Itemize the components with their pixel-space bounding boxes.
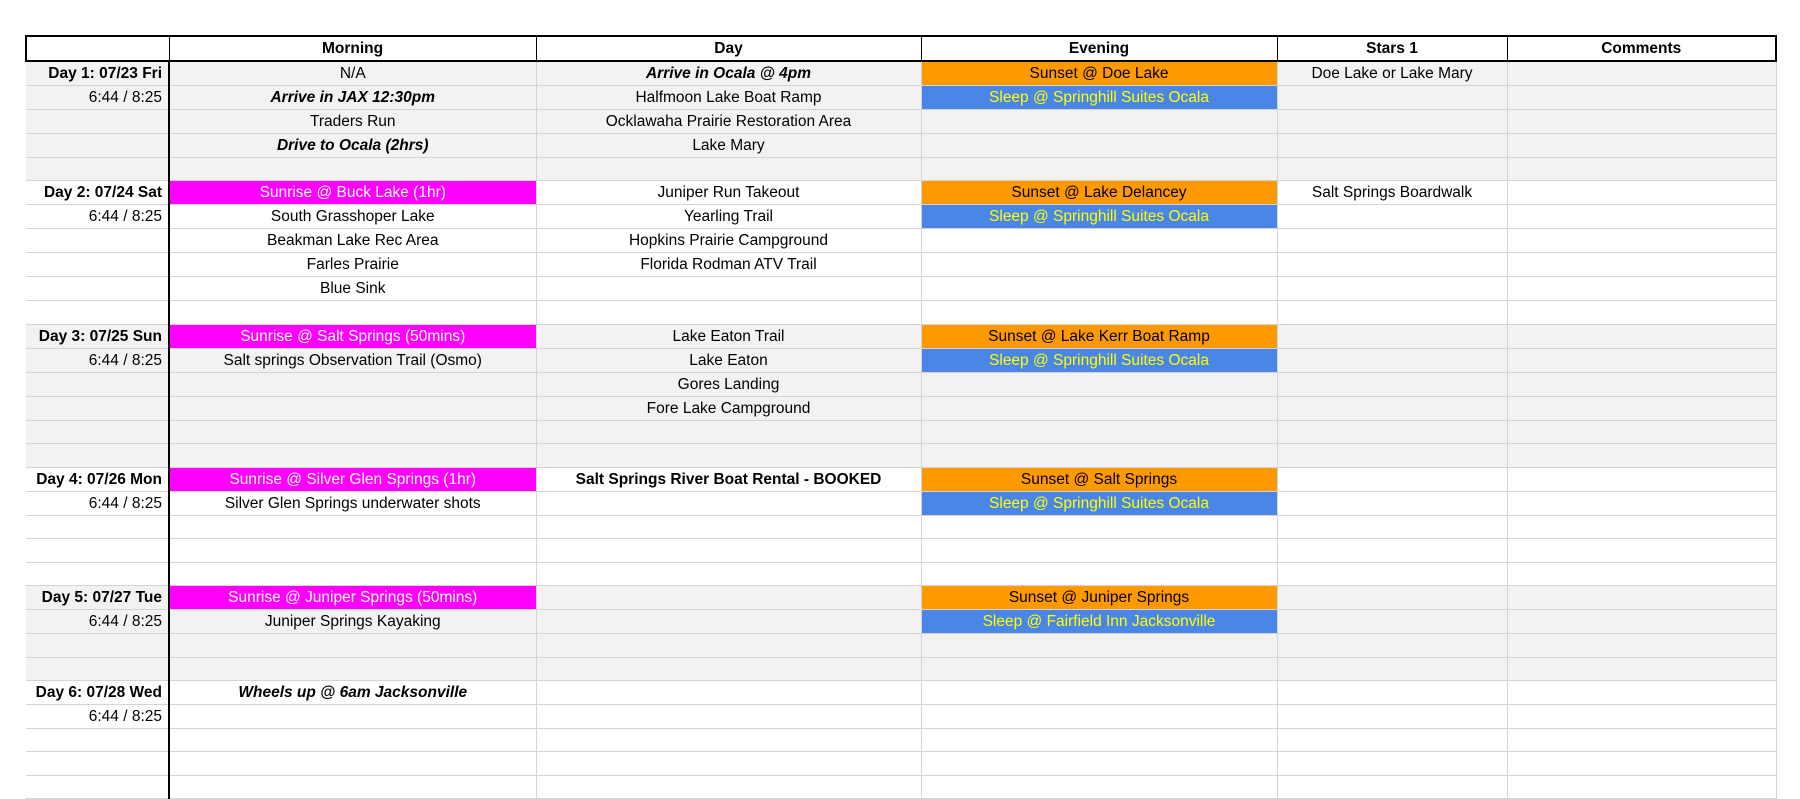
table-row (26, 348, 1776, 372)
stars-cell[interactable] (1277, 728, 1507, 751)
day-cell[interactable]: 6:44 / 8:25 (26, 491, 169, 515)
day-cell[interactable] (26, 657, 169, 680)
day-cell[interactable] (26, 444, 169, 467)
day-activity-cell[interactable]: Yearling Trail (536, 205, 921, 229)
comments-cell[interactable] (1507, 86, 1776, 110)
comments-cell[interactable] (1507, 610, 1776, 634)
evening-cell[interactable] (921, 728, 1277, 751)
comments-cell[interactable] (1507, 515, 1776, 538)
evening-cell[interactable] (921, 277, 1277, 301)
evening-cell[interactable] (921, 562, 1277, 585)
table-row (26, 775, 1776, 798)
evening-cell[interactable]: Sunset @ Doe Lake (921, 61, 1277, 86)
comments-cell[interactable] (1507, 467, 1776, 491)
table-row (26, 610, 1776, 634)
day-cell[interactable] (26, 301, 169, 324)
morning-cell[interactable] (169, 539, 536, 562)
stars-cell[interactable] (1277, 158, 1507, 181)
comments-cell[interactable] (1507, 704, 1776, 728)
table-row (26, 444, 1776, 467)
day-cell[interactable]: Day 5: 07/27 Tue (26, 586, 169, 610)
day-activity-cell[interactable] (536, 680, 921, 704)
stars-cell[interactable] (1277, 348, 1507, 372)
day-cell[interactable] (26, 728, 169, 751)
table-row (26, 728, 1776, 751)
header-cell-day-activities[interactable]: Day (536, 36, 921, 61)
table-row (26, 181, 1776, 205)
day-activity-cell[interactable]: Lake Eaton Trail (536, 324, 921, 348)
comments-cell[interactable] (1507, 229, 1776, 253)
table-row (26, 539, 1776, 562)
table-row (26, 324, 1776, 348)
table-row (26, 372, 1776, 396)
evening-cell[interactable] (921, 420, 1277, 443)
evening-cell[interactable] (921, 539, 1277, 562)
morning-cell[interactable]: Salt springs Observation Trail (Osmo) (169, 348, 536, 372)
day-activity-cell[interactable] (536, 610, 921, 634)
header-row (26, 36, 1776, 61)
morning-cell[interactable]: Farles Prairie (169, 253, 536, 277)
day-activity-cell[interactable] (536, 752, 921, 775)
table-row (26, 396, 1776, 420)
day-activity-cell[interactable] (536, 586, 921, 610)
table-row (26, 491, 1776, 515)
evening-cell[interactable]: Sleep @ Springhill Suites Ocala (921, 491, 1277, 515)
comments-cell[interactable] (1507, 586, 1776, 610)
morning-cell[interactable] (169, 562, 536, 585)
day-cell[interactable] (26, 634, 169, 657)
table-row (26, 420, 1776, 443)
evening-cell[interactable] (921, 515, 1277, 538)
evening-cell[interactable]: Sunset @ Lake Kerr Boat Ramp (921, 324, 1277, 348)
evening-cell[interactable] (921, 253, 1277, 277)
stars-cell[interactable] (1277, 539, 1507, 562)
stars-cell[interactable] (1277, 110, 1507, 134)
evening-cell[interactable]: Sunset @ Lake Delancey (921, 181, 1277, 205)
day-cell[interactable]: Day 3: 07/25 Sun (26, 324, 169, 348)
stars-cell[interactable] (1277, 752, 1507, 775)
evening-cell[interactable] (921, 657, 1277, 680)
day-activity-cell[interactable]: Lake Mary (536, 134, 921, 158)
table-row (26, 586, 1776, 610)
morning-cell[interactable]: Traders Run (169, 110, 536, 134)
comments-cell[interactable] (1507, 372, 1776, 396)
morning-cell[interactable] (169, 372, 536, 396)
morning-cell[interactable]: Sunrise @ Salt Springs (50mins) (169, 324, 536, 348)
table-row (26, 86, 1776, 110)
comments-cell[interactable] (1507, 420, 1776, 443)
evening-cell[interactable]: Sunset @ Juniper Springs (921, 586, 1277, 610)
evening-cell[interactable]: Sleep @ Springhill Suites Ocala (921, 348, 1277, 372)
day-cell[interactable]: 6:44 / 8:25 (26, 86, 169, 110)
day-cell[interactable]: Day 1: 07/23 Fri (26, 61, 169, 86)
day-cell[interactable] (26, 562, 169, 585)
morning-cell[interactable] (169, 301, 536, 324)
day-cell[interactable]: 6:44 / 8:25 (26, 205, 169, 229)
evening-cell[interactable] (921, 396, 1277, 420)
stars-cell[interactable] (1277, 253, 1507, 277)
day-activity-cell[interactable] (536, 420, 921, 443)
stars-cell[interactable] (1277, 134, 1507, 158)
comments-cell[interactable] (1507, 324, 1776, 348)
day-activity-cell[interactable]: Halfmoon Lake Boat Ramp (536, 86, 921, 110)
header-cell-morning[interactable]: Morning (169, 36, 536, 61)
day-activity-cell[interactable] (536, 539, 921, 562)
day-cell[interactable]: Day 2: 07/24 Sat (26, 181, 169, 205)
comments-cell[interactable] (1507, 253, 1776, 277)
stars-cell[interactable] (1277, 586, 1507, 610)
day-activity-cell[interactable]: Gores Landing (536, 372, 921, 396)
day-cell[interactable] (26, 253, 169, 277)
header-cell-comments[interactable]: Comments (1507, 36, 1776, 61)
day-activity-cell[interactable]: Hopkins Prairie Campground (536, 229, 921, 253)
stars-cell[interactable] (1277, 634, 1507, 657)
itinerary-spreadsheet (25, 35, 1777, 799)
header-cell-day[interactable] (26, 36, 169, 61)
stars-cell[interactable] (1277, 86, 1507, 110)
table-row (26, 229, 1776, 253)
morning-cell[interactable]: Juniper Springs Kayaking (169, 610, 536, 634)
comments-cell[interactable] (1507, 444, 1776, 467)
evening-cell[interactable] (921, 158, 1277, 181)
stars-cell[interactable] (1277, 515, 1507, 538)
evening-cell[interactable] (921, 444, 1277, 467)
day-activity-cell[interactable]: Arrive in Ocala @ 4pm (536, 61, 921, 86)
day-cell[interactable] (26, 277, 169, 301)
stars-cell[interactable] (1277, 680, 1507, 704)
day-activity-cell[interactable]: Florida Rodman ATV Trail (536, 253, 921, 277)
day-cell[interactable] (26, 752, 169, 775)
morning-cell[interactable]: Beakman Lake Rec Area (169, 229, 536, 253)
header-cell-stars[interactable]: Stars 1 (1277, 36, 1507, 61)
table-row (26, 277, 1776, 301)
comments-cell[interactable] (1507, 775, 1776, 798)
evening-cell[interactable] (921, 372, 1277, 396)
morning-cell[interactable] (169, 158, 536, 181)
morning-cell[interactable] (169, 634, 536, 657)
day-cell[interactable] (26, 134, 169, 158)
table-row (26, 515, 1776, 538)
morning-cell[interactable]: Sunrise @ Buck Lake (1hr) (169, 181, 536, 205)
comments-cell[interactable] (1507, 562, 1776, 585)
day-cell[interactable] (26, 775, 169, 798)
morning-cell[interactable] (169, 775, 536, 798)
day-cell[interactable] (26, 158, 169, 181)
comments-cell[interactable] (1507, 680, 1776, 704)
day-cell[interactable] (26, 515, 169, 538)
table-row (26, 562, 1776, 585)
day-activity-cell[interactable] (536, 301, 921, 324)
stars-cell[interactable] (1277, 610, 1507, 634)
stars-cell[interactable] (1277, 704, 1507, 728)
morning-cell[interactable] (169, 728, 536, 751)
evening-cell[interactable] (921, 634, 1277, 657)
comments-cell[interactable] (1507, 205, 1776, 229)
comments-cell[interactable] (1507, 634, 1776, 657)
stars-cell[interactable] (1277, 420, 1507, 443)
day-cell[interactable] (26, 539, 169, 562)
day-activity-cell[interactable] (536, 491, 921, 515)
comments-cell[interactable] (1507, 301, 1776, 324)
stars-cell[interactable] (1277, 324, 1507, 348)
stars-cell[interactable] (1277, 775, 1507, 798)
day-activity-cell[interactable] (536, 657, 921, 680)
morning-cell[interactable]: Silver Glen Springs underwater shots (169, 491, 536, 515)
table-row (26, 253, 1776, 277)
comments-cell[interactable] (1507, 134, 1776, 158)
stars-cell[interactable]: Salt Springs Boardwalk (1277, 181, 1507, 205)
table-row (26, 752, 1776, 775)
morning-cell[interactable]: Sunrise @ Silver Glen Springs (1hr) (169, 467, 536, 491)
day-activity-cell[interactable] (536, 562, 921, 585)
morning-cell[interactable] (169, 704, 536, 728)
day-cell[interactable]: Day 6: 07/28 Wed (26, 680, 169, 704)
day-activity-cell[interactable] (536, 515, 921, 538)
stars-cell[interactable] (1277, 205, 1507, 229)
morning-cell[interactable] (169, 396, 536, 420)
morning-cell[interactable] (169, 420, 536, 443)
table-row (26, 158, 1776, 181)
morning-cell[interactable]: Sunrise @ Juniper Springs (50mins) (169, 586, 536, 610)
stars-cell[interactable] (1277, 467, 1507, 491)
day-activity-cell[interactable]: Fore Lake Campground (536, 396, 921, 420)
stars-cell[interactable]: Doe Lake or Lake Mary (1277, 61, 1507, 86)
day-activity-cell[interactable] (536, 634, 921, 657)
sheet-body (26, 61, 1776, 799)
evening-cell[interactable] (921, 301, 1277, 324)
evening-cell[interactable]: Sunset @ Salt Springs (921, 467, 1277, 491)
stars-cell[interactable] (1277, 657, 1507, 680)
morning-cell[interactable]: N/A (169, 61, 536, 86)
table-row (26, 61, 1776, 86)
morning-cell[interactable] (169, 657, 536, 680)
morning-cell[interactable]: Drive to Ocala (2hrs) (169, 134, 536, 158)
evening-cell[interactable] (921, 752, 1277, 775)
morning-cell[interactable] (169, 444, 536, 467)
evening-cell[interactable]: Sleep @ Springhill Suites Ocala (921, 205, 1277, 229)
stars-cell[interactable] (1277, 444, 1507, 467)
stars-cell[interactable] (1277, 301, 1507, 324)
day-activity-cell[interactable] (536, 444, 921, 467)
day-cell[interactable] (26, 420, 169, 443)
morning-cell[interactable]: Arrive in JAX 12:30pm (169, 86, 536, 110)
table-row (26, 110, 1776, 134)
day-activity-cell[interactable] (536, 277, 921, 301)
morning-cell[interactable] (169, 752, 536, 775)
morning-cell[interactable] (169, 515, 536, 538)
day-cell[interactable]: Day 4: 07/26 Mon (26, 467, 169, 491)
evening-cell[interactable] (921, 680, 1277, 704)
comments-cell[interactable] (1507, 110, 1776, 134)
evening-cell[interactable]: Sleep @ Springhill Suites Ocala (921, 86, 1277, 110)
evening-cell[interactable]: Sleep @ Fairfield Inn Jacksonville (921, 610, 1277, 634)
comments-cell[interactable] (1507, 277, 1776, 301)
table-row (26, 467, 1776, 491)
morning-cell[interactable]: South Grasshoper Lake (169, 205, 536, 229)
comments-cell[interactable] (1507, 396, 1776, 420)
day-cell[interactable]: 6:44 / 8:25 (26, 704, 169, 728)
day-activity-cell[interactable]: Ocklawaha Prairie Restoration Area (536, 110, 921, 134)
evening-cell[interactable] (921, 704, 1277, 728)
day-activity-cell[interactable]: Juniper Run Takeout (536, 181, 921, 205)
day-activity-cell[interactable] (536, 775, 921, 798)
day-cell[interactable] (26, 396, 169, 420)
day-activity-cell[interactable]: Salt Springs River Boat Rental - BOOKED (536, 467, 921, 491)
comments-cell[interactable] (1507, 181, 1776, 205)
stars-cell[interactable] (1277, 229, 1507, 253)
comments-cell[interactable] (1507, 728, 1776, 751)
evening-cell[interactable] (921, 134, 1277, 158)
comments-cell[interactable] (1507, 657, 1776, 680)
morning-cell[interactable]: Wheels up @ 6am Jacksonville (169, 680, 536, 704)
comments-cell[interactable] (1507, 348, 1776, 372)
comments-cell[interactable] (1507, 752, 1776, 775)
evening-cell[interactable] (921, 229, 1277, 253)
comments-cell[interactable] (1507, 539, 1776, 562)
stars-cell[interactable] (1277, 396, 1507, 420)
day-cell[interactable] (26, 372, 169, 396)
stars-cell[interactable] (1277, 372, 1507, 396)
table-row (26, 634, 1776, 657)
table-row (26, 301, 1776, 324)
table-row (26, 134, 1776, 158)
day-activity-cell[interactable] (536, 704, 921, 728)
day-cell[interactable] (26, 229, 169, 253)
stars-cell[interactable] (1277, 491, 1507, 515)
evening-cell[interactable] (921, 775, 1277, 798)
table-row (26, 657, 1776, 680)
stars-cell[interactable] (1277, 562, 1507, 585)
comments-cell[interactable] (1507, 158, 1776, 181)
morning-cell[interactable]: Blue Sink (169, 277, 536, 301)
table-row (26, 680, 1776, 704)
day-cell[interactable]: 6:44 / 8:25 (26, 610, 169, 634)
table-row (26, 205, 1776, 229)
day-cell[interactable] (26, 110, 169, 134)
day-cell[interactable]: 6:44 / 8:25 (26, 348, 169, 372)
table-row (26, 704, 1776, 728)
header-cell-evening[interactable]: Evening (921, 36, 1277, 61)
comments-cell[interactable] (1507, 491, 1776, 515)
comments-cell[interactable] (1507, 61, 1776, 86)
evening-cell[interactable] (921, 110, 1277, 134)
day-activity-cell[interactable] (536, 158, 921, 181)
day-activity-cell[interactable]: Lake Eaton (536, 348, 921, 372)
day-activity-cell[interactable] (536, 728, 921, 751)
stars-cell[interactable] (1277, 277, 1507, 301)
